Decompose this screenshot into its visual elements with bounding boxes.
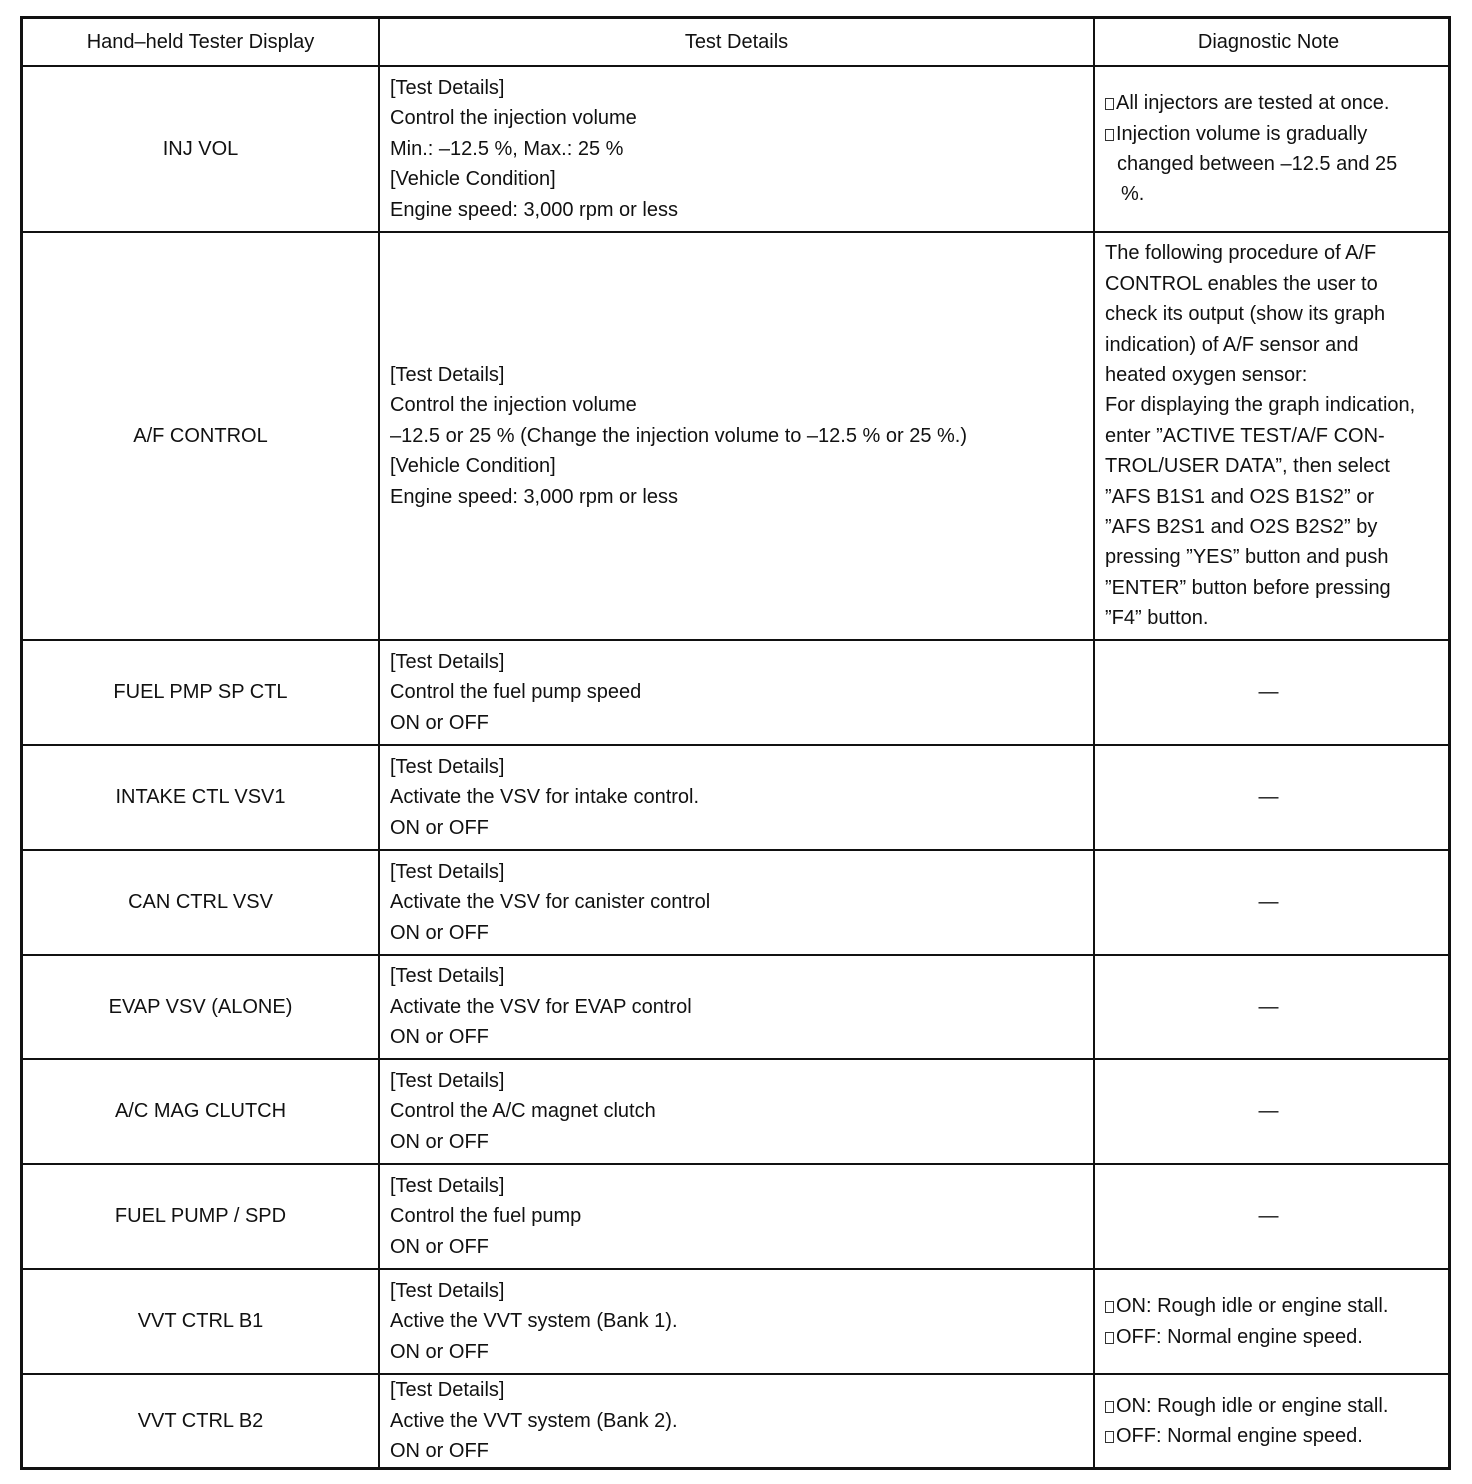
note-line: changed between –12.5 and 25 (1117, 153, 1398, 175)
checkbox-icon (1105, 1301, 1114, 1313)
test-details-cell (380, 641, 1095, 744)
header-test-details: Test Details (380, 19, 1095, 65)
details-line: [Test Details] (390, 76, 505, 99)
details-line: ON or OFF (390, 1026, 489, 1049)
test-details-cell (380, 851, 1095, 954)
diagnostic-note-cell (1095, 67, 1448, 231)
details-line: ON or OFF (390, 1440, 489, 1463)
tester-display-cell: VVT CTRL B1 (23, 1270, 380, 1373)
details-line: Active the VVT system (Bank 1). (390, 1310, 678, 1333)
details-line: [Test Details] (390, 860, 505, 883)
table-row (23, 231, 1448, 639)
table-row (23, 1268, 1448, 1373)
note-line: ”AFS B1S1 and O2S B1S2” or (1105, 485, 1375, 508)
table-row (23, 849, 1448, 954)
details-line: [Test Details] (390, 965, 505, 988)
details-line: [Test Details] (390, 650, 505, 673)
details-line: [Vehicle Condition] (390, 455, 556, 478)
note-line: For displaying the graph indication, (1105, 394, 1416, 417)
note-line: indication) of A/F sensor and (1105, 333, 1359, 356)
details-line: Control the fuel pump speed (390, 681, 642, 704)
empty-note-dash: — (1258, 681, 1279, 704)
table-row (23, 1058, 1448, 1163)
test-details-cell (380, 1270, 1095, 1373)
diagnostic-note-cell (1095, 233, 1448, 639)
empty-note-dash: — (1258, 891, 1279, 914)
diagnostic-note-cell (1095, 1060, 1448, 1163)
details-line: [Test Details] (390, 755, 505, 778)
tester-display-cell: A/F CONTROL (23, 233, 380, 639)
details-line: ON or OFF (390, 921, 489, 944)
test-details-cell (380, 1165, 1095, 1268)
note-line: heated oxygen sensor: (1105, 363, 1308, 386)
details-line: Engine speed: 3,000 rpm or less (390, 485, 678, 508)
diagnostic-note-cell (1095, 1270, 1448, 1373)
details-line: [Test Details] (390, 363, 505, 386)
details-line: Engine speed: 3,000 rpm or less (390, 198, 678, 221)
test-details-cell (380, 956, 1095, 1058)
note-bullet: All injectors are tested at once. (1105, 88, 1397, 118)
details-line: ON or OFF (390, 1340, 489, 1363)
note-line: ”ENTER” button before pressing (1105, 576, 1391, 599)
table-row (23, 744, 1448, 849)
test-details-cell (380, 233, 1095, 639)
note-line: check its output (show its graph (1105, 303, 1386, 326)
diagnostic-note-cell (1095, 1375, 1448, 1467)
tester-display-cell: FUEL PUMP / SPD (23, 1165, 380, 1268)
checkbox-icon (1105, 1401, 1114, 1413)
header-tester-display: Hand–held Tester Display (23, 19, 380, 65)
note-bullet: OFF: Normal engine speed. (1105, 1322, 1388, 1352)
table-row (23, 65, 1448, 231)
details-line: Control the injection volume (390, 107, 637, 130)
details-line: Active the VVT system (Bank 2). (390, 1409, 678, 1432)
details-line: ON or OFF (390, 816, 489, 839)
details-line: [Test Details] (390, 1379, 505, 1402)
note-bullet: ON: Rough idle or engine stall. (1105, 1391, 1388, 1421)
note-line: pressing ”YES” button and push (1105, 546, 1389, 569)
note-bullet: Injection volume is gradually (1105, 119, 1397, 149)
details-line: Control the A/C magnet clutch (390, 1100, 656, 1123)
details-line: ON or OFF (390, 1130, 489, 1153)
note-line: CONTROL enables the user to (1105, 272, 1378, 295)
empty-note-dash: — (1258, 1205, 1279, 1228)
table-row (23, 639, 1448, 744)
note-bullet: OFF: Normal engine speed. (1105, 1421, 1388, 1451)
note-line: ”AFS B2S1 and O2S B2S2” by (1105, 516, 1378, 539)
details-line: Control the fuel pump (390, 1205, 582, 1228)
checkbox-icon (1105, 1332, 1114, 1344)
test-details-cell (380, 1060, 1095, 1163)
details-line: Activate the VSV for EVAP control (390, 995, 692, 1018)
details-line: [Test Details] (390, 1174, 505, 1197)
empty-note-dash: — (1258, 1100, 1279, 1123)
tester-display-cell: INJ VOL (23, 67, 380, 231)
details-line: Activate the VSV for intake control. (390, 786, 700, 809)
tester-display-cell: FUEL PMP SP CTL (23, 641, 380, 744)
details-line: [Test Details] (390, 1279, 505, 1302)
tester-display-cell: VVT CTRL B2 (23, 1375, 380, 1467)
note-line: TROL/USER DATA”, then select (1105, 455, 1390, 478)
details-line: ON or OFF (390, 1235, 489, 1258)
test-details-cell (380, 1375, 1095, 1467)
details-line: –12.5 or 25 % (Change the injection volume to –12.5 % or 25 %.) (390, 424, 968, 447)
diagnostic-note-cell (1095, 1165, 1448, 1268)
empty-note-dash: — (1258, 995, 1279, 1018)
details-line: ON or OFF (390, 711, 489, 734)
details-line: [Test Details] (390, 1069, 505, 1092)
checkbox-icon (1105, 129, 1114, 141)
table-row (23, 1163, 1448, 1268)
note-line: The following procedure of A/F (1105, 242, 1377, 265)
details-line: Activate the VSV for canister control (390, 891, 711, 914)
tester-display-cell: INTAKE CTL VSV1 (23, 746, 380, 849)
note-line: %. (1121, 183, 1145, 206)
empty-note-dash: — (1258, 786, 1279, 809)
details-line: [Vehicle Condition] (390, 168, 556, 191)
checkbox-icon (1105, 98, 1114, 110)
details-line: Min.: –12.5 %, Max.: 25 % (390, 137, 624, 160)
header-diagnostic-note: Diagnostic Note (1197, 30, 1340, 53)
checkbox-icon (1105, 1431, 1114, 1443)
diagnostic-note-cell (1095, 746, 1448, 849)
test-details-cell (380, 67, 1095, 231)
note-line: enter ”ACTIVE TEST/A/F CON- (1105, 424, 1385, 447)
active-test-table (20, 16, 1451, 1470)
diagnostic-note-cell (1095, 641, 1448, 744)
note-line: ”F4” button. (1105, 607, 1209, 630)
tester-display-cell: CAN CTRL VSV (23, 851, 380, 954)
tester-display-cell: EVAP VSV (ALONE) (23, 956, 380, 1058)
tester-display-cell: A/C MAG CLUTCH (23, 1060, 380, 1163)
diagnostic-note-cell (1095, 956, 1448, 1058)
table-row (23, 954, 1448, 1058)
table-row (23, 1373, 1448, 1467)
diagnostic-note-cell (1095, 851, 1448, 954)
table-header-row (23, 19, 1448, 65)
test-details-cell (380, 746, 1095, 849)
note-bullet: ON: Rough idle or engine stall. (1105, 1291, 1388, 1321)
details-line: Control the injection volume (390, 394, 637, 417)
